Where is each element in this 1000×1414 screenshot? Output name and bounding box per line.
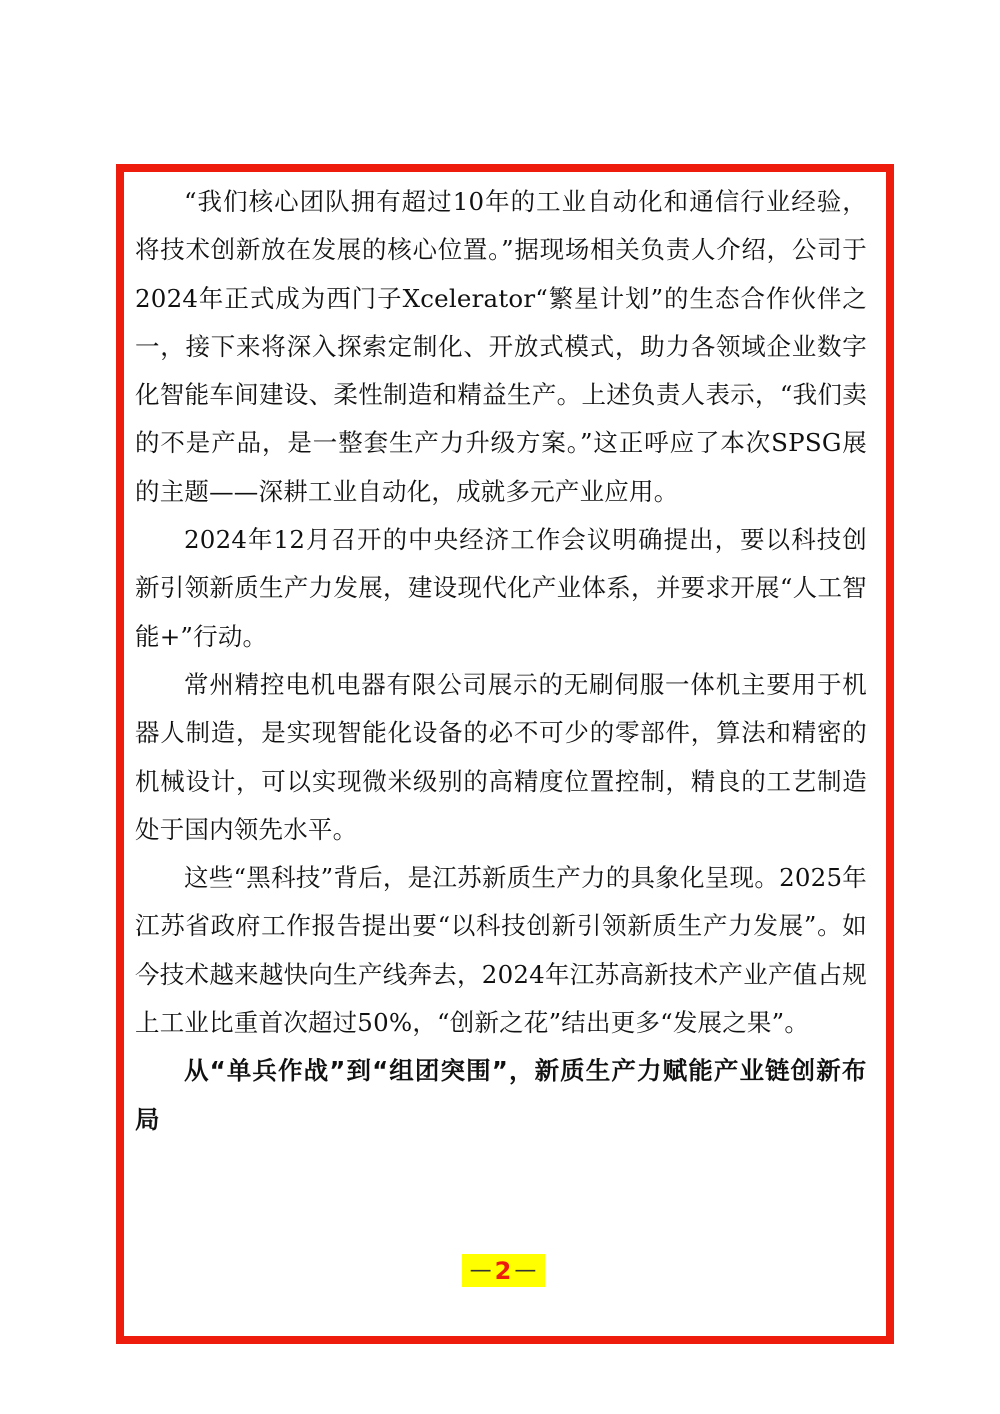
- paragraph-1: “我们核心团队拥有超过10年的工业自动化和通信行业经验，将技术创新放在发展的核心位置。”据现场相关负责人介绍，公司于2024年正式成为西门子Xcelerator“繁星计划”的生态合作伙伴之一，接下来将深入探索定制化、开放式模式，助力各领域企业数字化智能车间建设、柔性制造和精益生产。上述负责人表示，“我们卖的不是产品，是一整套生产力升级方案。”这正呼应了本次SPSG展的主题——深耕工业自动化，成就多元产业应用。: [135, 187, 867, 506]
- section-heading: 从“单兵作战”到“组团突围”，新质生产力赋能产业链创新布局: [135, 1056, 867, 1134]
- article-body: [135, 178, 867, 1144]
- paragraph-2: 2024年12月召开的中央经济工作会议明确提出，要以科技创新引领新质生产力发展，建设现代化产业体系，并要求开展“人工智能+”行动。: [135, 525, 867, 651]
- paragraph-3: 常州精控电机电器有限公司展示的无刷伺服一体机主要用于机器人制造，是实现智能化设备的必不可少的零部件，算法和精密的机械设计，可以实现微米级别的高精度位置控制，精良的工艺制造处于国内领先水平。: [135, 669, 867, 844]
- paragraph-4: 这些“黑科技”背后，是江苏新质生产力的具象化呈现。2025年江苏省政府工作报告提出要“以科技创新引领新质生产力发展”。如今技术越来越快向生产线奔去，2024年江苏高新技术产业产值占规上工业比重首次超过50%，“创新之花”结出更多“发展之果”。: [135, 863, 867, 1038]
- page-number: 2: [494, 1256, 513, 1285]
- page-number-dash-left: —: [469, 1258, 493, 1283]
- page-number-dash-right: —: [514, 1258, 538, 1283]
- page-number-badge: [462, 1254, 545, 1287]
